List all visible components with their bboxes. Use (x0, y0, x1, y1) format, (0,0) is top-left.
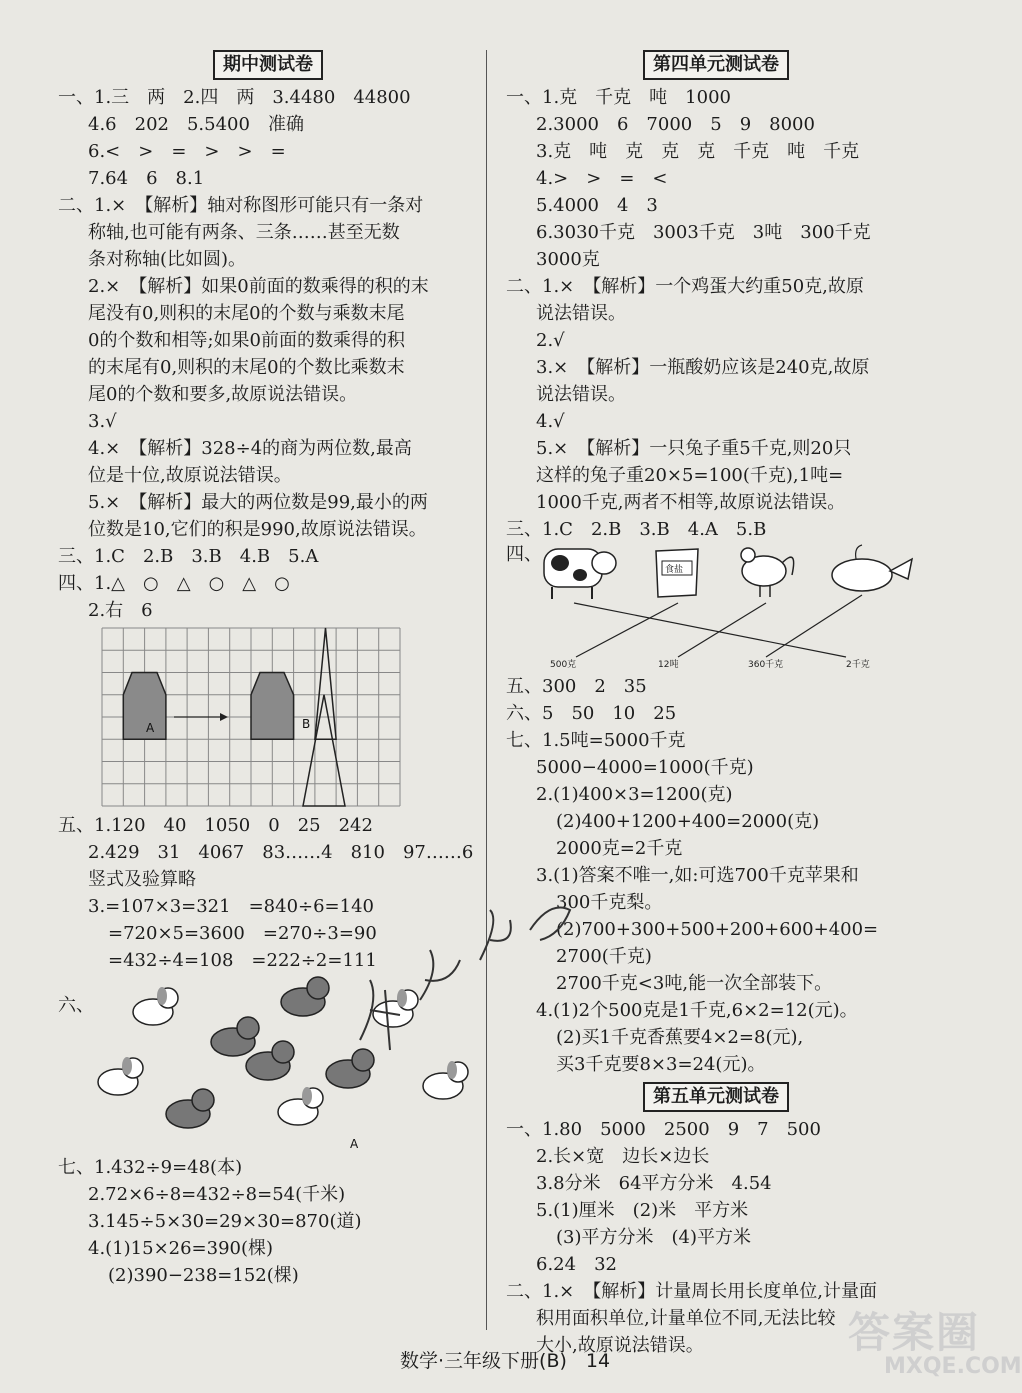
answer-line: 5000−4000=1000(千克) (536, 757, 754, 778)
answer-line: 竖式及验算略 (88, 869, 196, 890)
answer-line: 七、1.5吨=5000千克 (506, 730, 686, 751)
answer-line: 5.(1)厘米 (2)米 平方米 (536, 1200, 749, 1221)
answer-line: 尾没有0,则积的末尾0的个数与乘数末尾 (88, 303, 405, 324)
shape-a-label: A (146, 721, 155, 735)
four-label: 四、 (506, 544, 542, 565)
answer-line: (2)390−238=152(棵) (108, 1265, 299, 1286)
answer-line: 一、1.克 千克 吨 1000 (506, 87, 731, 108)
answer-line: 2700千克<3吨,能一次全部装下。 (556, 973, 833, 994)
answer-line: 位数是10,它们的积是990,故原说法错误。 (88, 519, 427, 540)
unit5-title: 第五单元测试卷 (643, 1082, 789, 1112)
dog-a-label: A (350, 1137, 359, 1151)
dog-icon (211, 1017, 259, 1056)
answer-line: 积用面积单位,计量单位不同,无法比较 (536, 1308, 836, 1329)
page-footer: 数学·三年级下册(B) 14 (400, 1350, 611, 1372)
answer-line: 7.64 6 8.1 (88, 168, 205, 189)
translation-grid-figure (102, 628, 400, 806)
unit4-title: 第四单元测试卷 (643, 50, 789, 80)
six-label: 六、 (58, 995, 94, 1016)
answer-line: 条对称轴(比如圆)。 (88, 249, 247, 270)
answer-line: 2.右 6 (88, 600, 153, 621)
match-line (576, 603, 678, 657)
answer-line: 2.429 31 4067 83……4 810 97……6 (88, 842, 474, 863)
answer-line: =432÷4=108 =222÷2=111 (108, 950, 377, 971)
logo-url: MXQE.COM (884, 1354, 1022, 1379)
rooster-icon (741, 548, 794, 597)
answer-line: 2.3000 6 7000 5 9 8000 (536, 114, 815, 135)
answer-line: 2700(千克) (556, 946, 652, 967)
match-line (766, 595, 862, 657)
weight-label: 2千克 (846, 660, 870, 670)
answer-line: (2)买1千克香蕉要4×2=8(元), (556, 1027, 804, 1048)
answer-line: 买3千克要8×3=24(元)。 (556, 1054, 766, 1075)
answer-line: 尾0的个数和要多,故原说法错误。 (88, 384, 358, 405)
answer-line: 3.克 吨 克 克 克 千克 吨 千克 (536, 141, 860, 162)
answer-line: 4.√ (536, 411, 565, 432)
answer-line: 3.× 【解析】一瓶酸奶应该是240克,故原 (536, 357, 870, 378)
answer-line: 4.(1)2个500克是1千克,6×2=12(元)。 (536, 1000, 858, 1021)
answer-line: 4.> > = < (536, 168, 668, 189)
matching-figure (506, 539, 926, 670)
match-line (574, 603, 846, 657)
answer-line: 二、1.× 【解析】轴对称图形可能只有一条对 (58, 195, 424, 216)
answer-line: 三、1.C 2.B 3.B 4.A 5.B (506, 519, 767, 540)
shape-a-moved (251, 673, 294, 740)
logo-text: 答案圈 (848, 1308, 981, 1357)
dog-icon (133, 987, 178, 1025)
weight-label: 360千克 (748, 660, 784, 670)
answer-line: (2)700+300+500+200+600+400= (556, 919, 879, 940)
answer-line: 3.145÷5×30=29×30=870(道) (88, 1211, 362, 1232)
answer-line: 5.× 【解析】一只兔子重5千克,则20只 (536, 438, 852, 459)
answer-line: (3)平方分米 (4)平方米 (556, 1227, 751, 1248)
dog-icon (166, 1089, 214, 1128)
answer-line: 6.< > = > > = (88, 141, 286, 162)
answer-line: 2.72×6÷8=432÷8=54(千米) (88, 1184, 346, 1205)
answer-line: 位是十位,故原说法错误。 (88, 465, 292, 486)
answer-line: 3.(1)答案不唯一,如:可选700千克苹果和 (536, 865, 859, 886)
dog-icon (98, 1057, 143, 1095)
answer-line: 4.× 【解析】328÷4的商为两位数,最高 (88, 438, 412, 459)
triangle-b-moved (303, 695, 345, 806)
column-divider (486, 50, 487, 1330)
matching-svg (516, 539, 926, 669)
answer-line: 1000千克,两者不相等,故原说法错误。 (536, 492, 846, 513)
answer-line: (2)400+1200+400=2000(克) (556, 811, 820, 832)
answer-line: 一、1.三 两 2.四 两 3.4480 44800 (58, 87, 411, 108)
answer-line: 2.长×宽 边长×边长 (536, 1146, 710, 1167)
answer-line: 七、1.432÷9=48(本) (58, 1157, 243, 1178)
left-column (58, 50, 478, 1289)
answer-line: 一、1.80 5000 2500 9 7 500 (506, 1119, 821, 1140)
answer-line: 6.3030千克 3003千克 3吨 300千克 (536, 222, 871, 243)
answer-line: 2.√ (536, 330, 565, 351)
answer-line: 6.24 32 (536, 1254, 617, 1275)
grid-svg (102, 628, 400, 806)
answer-line: =720×5=3600 =270÷3=90 (108, 923, 377, 944)
salt-label: 食盐 (665, 565, 684, 575)
answer-line: 3.=107×3=321 =840÷6=140 (88, 896, 374, 917)
answer-line: 三、1.C 2.B 3.B 4.B 5.A (58, 546, 319, 567)
salt-bag-icon (656, 549, 698, 597)
right-column (506, 50, 926, 1359)
midterm-title: 期中测试卷 (213, 50, 323, 80)
answer-line: 说法错误。 (536, 384, 626, 405)
weight-label: 12吨 (658, 660, 679, 670)
answer-line: 说法错误。 (536, 303, 626, 324)
answer-line: 3.8分米 64平方分米 4.54 (536, 1173, 772, 1194)
weight-label: 500克 (550, 660, 577, 670)
answer-line: 0的个数和相等;如果0前面的数乘得的积 (88, 330, 405, 351)
answer-line: 2.× 【解析】如果0前面的数乘得的积的末 (88, 276, 429, 297)
whale-icon (832, 545, 912, 591)
answer-line: 六、5 50 10 25 (506, 703, 677, 724)
answer-line: 五、1.120 40 1050 0 25 242 (58, 815, 373, 836)
answer-line: 300千克梨。 (556, 892, 663, 913)
answer-line: 四、1.△ ○ △ ○ △ ○ (58, 573, 290, 594)
dog-icon (278, 1087, 323, 1125)
shape-a (123, 673, 166, 740)
answer-line: 称轴,也可能有两条、三条……甚至无数 (88, 222, 400, 243)
answer-line: 五、300 2 35 (506, 676, 647, 697)
answer-line: 这样的兔子重20×5=100(千克),1吨= (536, 465, 844, 486)
cow-icon (544, 549, 616, 599)
answer-line: 2.(1)400×3=1200(克) (536, 784, 733, 805)
triangle-b-label: B (302, 717, 311, 731)
answer-line: 3.√ (88, 411, 117, 432)
dog-icon (281, 977, 329, 1016)
handwriting-scribble (340, 890, 600, 1070)
match-line (678, 603, 766, 657)
answer-line: 4.(1)15×26=390(棵) (88, 1238, 274, 1259)
answer-line: 4.6 202 5.5400 准确 (88, 114, 304, 135)
site-watermark-logo (848, 1300, 1022, 1392)
answer-line: 二、1.× 【解析】一个鸡蛋大约重50克,故原 (506, 276, 864, 297)
answer-line: 大小,故原说法错误。 (536, 1335, 704, 1356)
answer-line: 5.4000 4 3 (536, 195, 658, 216)
answer-line: 3000克 (536, 249, 600, 270)
answer-line: 的末尾有0,则积的末尾0的个数比乘数末 (88, 357, 405, 378)
answer-line: 5.× 【解析】最大的两位数是99,最小的两 (88, 492, 428, 513)
answer-line: 2000克=2千克 (556, 838, 683, 859)
answer-line: 二、1.× 【解析】计量周长用长度单位,计量面 (506, 1281, 877, 1302)
